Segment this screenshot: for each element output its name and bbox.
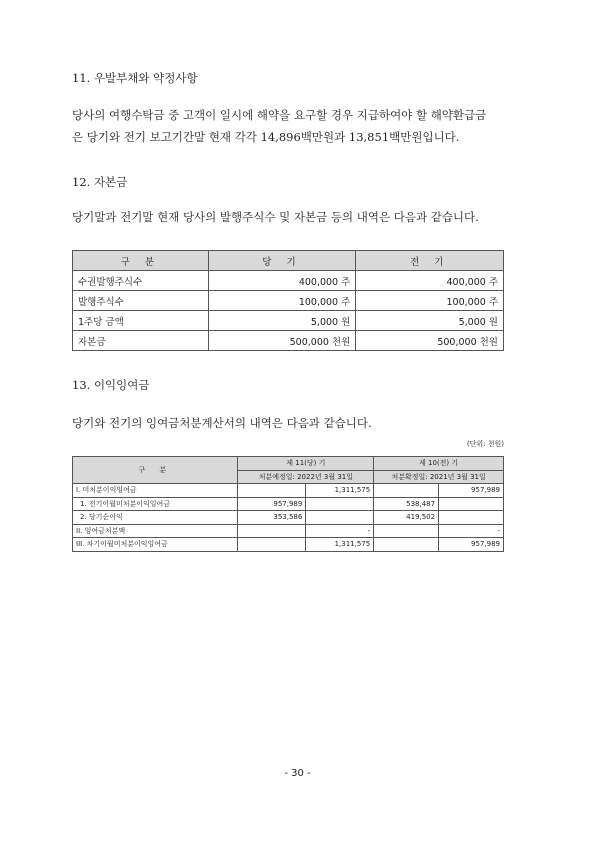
row-label: 1주당 금액 [73, 311, 209, 331]
prior-value: 5,000 원 [356, 311, 504, 331]
header-cell: 구 분 [73, 251, 209, 271]
table-row [73, 331, 504, 351]
section-13-paragraph: 당기와 전기의 잉여금처분계산서의 내역은 다음과 같습니다. [72, 416, 372, 430]
cell: 353,586 [238, 511, 306, 525]
cell [238, 484, 306, 498]
cell: 1,311,575 [306, 538, 374, 552]
cell: 538,487 [374, 497, 439, 511]
row-label: I. 미처분이익잉여금 [73, 484, 238, 498]
current-value: 5,000 원 [208, 311, 356, 331]
header-cell: 전 기 [356, 251, 504, 271]
cell: 957,989 [439, 538, 504, 552]
cell: - [306, 524, 374, 538]
cell [238, 524, 306, 538]
prior-value: 500,000 천원 [356, 331, 504, 351]
table-row [73, 291, 504, 311]
unit-label: (단위: 천원) [466, 440, 504, 448]
cell [374, 484, 439, 498]
row-label: 자본금 [73, 331, 209, 351]
capital-stock-table [72, 250, 504, 351]
cell [238, 538, 306, 552]
current-value: 500,000 천원 [208, 331, 356, 351]
cell: 1,311,575 [306, 484, 374, 498]
paragraph-line: 당사의 여행수탁금 중 고객이 일시에 해약을 요구할 경우 지급하여야 할 해약환급금 [72, 108, 487, 122]
table-row [73, 271, 504, 291]
row-label: 1. 전기이월미처분이익잉여금 [73, 497, 238, 511]
cell [439, 511, 504, 525]
header-cell: 당 기 [208, 251, 356, 271]
table-row [73, 538, 504, 552]
header-period-current: 제 11(당) 기 [238, 457, 374, 471]
section-11-paragraph [72, 104, 532, 148]
cell: 419,502 [374, 511, 439, 525]
section-13-heading: 13. 이익잉여금 [72, 378, 150, 392]
section-12-heading: 12. 자본금 [72, 175, 128, 189]
cell [374, 538, 439, 552]
table-row [73, 484, 504, 498]
section-12-paragraph: 당기말과 전기말 현재 당사의 발행주식수 및 자본금 등의 내역은 다음과 같습니다. [72, 210, 479, 224]
section-11-heading: 11. 우발부채와 약정사항 [72, 71, 198, 85]
paragraph-line: 은 당기와 전기 보고기간말 현재 각각 14,896백만원과 13,851백만원입니다. [72, 130, 460, 144]
row-label: III. 차기이월미처분이익잉여금 [73, 538, 238, 552]
table-header-row [73, 251, 504, 271]
cell [374, 524, 439, 538]
page-number: - 30 - [284, 768, 311, 779]
row-label: 수권발행주식수 [73, 271, 209, 291]
header-date-current: 처분예정일: 2022년 3월 31일 [238, 470, 374, 484]
cell: 957,989 [238, 497, 306, 511]
header-date-prior: 처분확정일: 2021년 3월 31일 [374, 470, 504, 484]
retained-earnings-table [72, 456, 504, 552]
table-row [73, 511, 504, 525]
table-row [73, 497, 504, 511]
prior-value: 100,000 주 [356, 291, 504, 311]
header-cell: 구 분 [73, 457, 238, 484]
row-label: 발행주식수 [73, 291, 209, 311]
cell: 957,989 [439, 484, 504, 498]
row-label: 2. 당기순이익 [73, 511, 238, 525]
cell [439, 497, 504, 511]
table-row [73, 524, 504, 538]
current-value: 400,000 주 [208, 271, 356, 291]
row-label: II. 잉여금처분액 [73, 524, 238, 538]
current-value: 100,000 주 [208, 291, 356, 311]
cell: - [439, 524, 504, 538]
table-row [73, 311, 504, 331]
header-period-prior: 제 10(전) 기 [374, 457, 504, 471]
cell [306, 497, 374, 511]
prior-value: 400,000 주 [356, 271, 504, 291]
cell [306, 511, 374, 525]
table-header-row [73, 457, 504, 471]
